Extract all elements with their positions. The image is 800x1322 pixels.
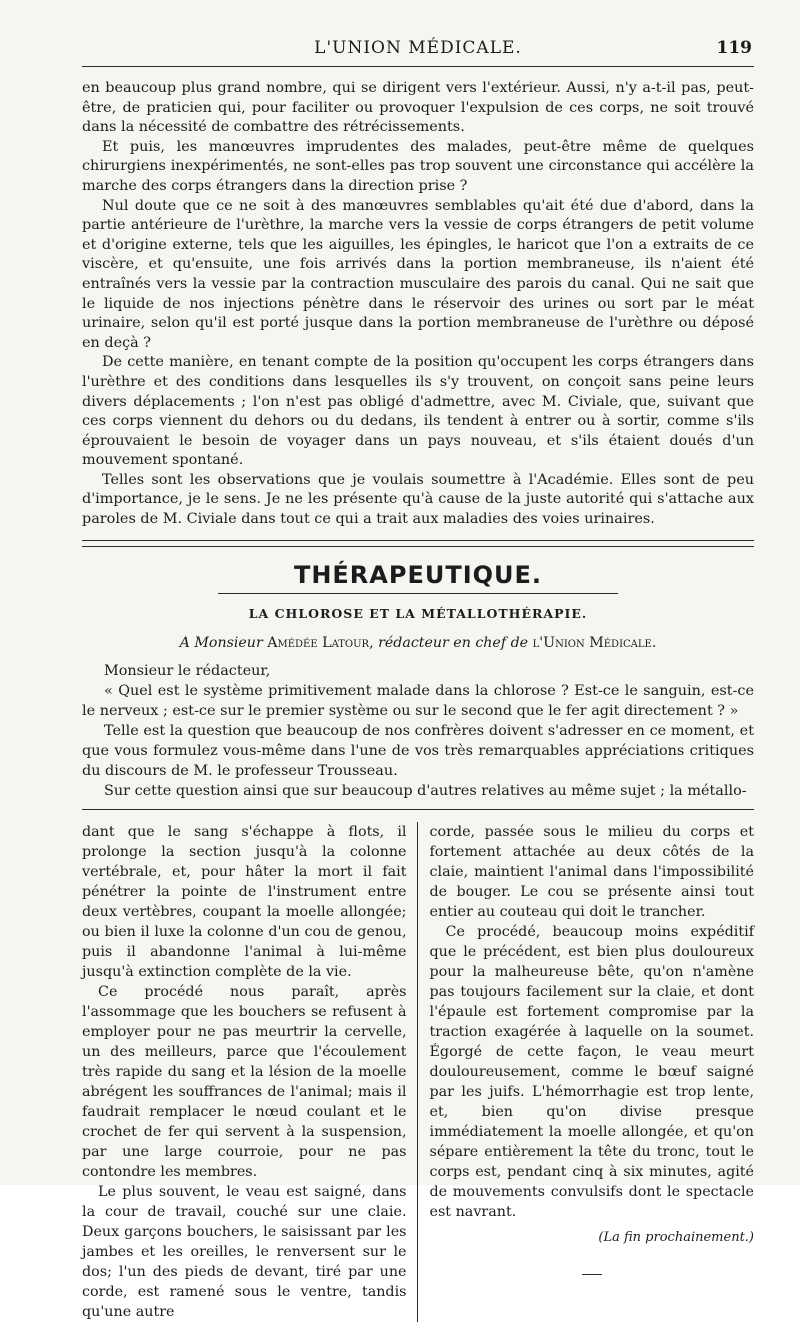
dedication-line bbox=[82, 635, 754, 651]
continuation-note: (La fin prochainement.) bbox=[598, 1229, 754, 1245]
section-divider bbox=[82, 540, 754, 547]
dedication-role: rédacteur en chef de bbox=[378, 634, 529, 651]
salutation: Monsieur le rédacteur, bbox=[104, 662, 271, 679]
paragraph: corde, passée sous le milieu du corps et fortement attachée au deux côtés de la claie, maintient l'animal dans l'impossibilité de bouger. Le cou se présente ainsi tout entier au couteau qui doit le trancher. bbox=[429, 823, 754, 920]
end-rule bbox=[582, 1274, 602, 1275]
paragraph: Telles sont les observations que je voulais soumettre à l'Académie. Elles sont de peu d'importance, je le sens. Je ne les présente qu'à cause de la juste autorité qui s'attache aux paroles de M. Civiale dans tout ce qui a trait aux maladies des voies urinaires. bbox=[82, 471, 754, 528]
feuilleton-columns bbox=[82, 822, 754, 1322]
article-subtitle: LA CHLOROSE ET LA MÉTALLOTHÉRAPIE. bbox=[248, 605, 588, 621]
left-column bbox=[82, 822, 418, 1322]
paragraph: Ce procédé nous paraît, après l'assommage que les bouchers se refusent à employer pour ne pas meurtrir la cervelle, un des meilleurs, parce que l'écoulement très rapide du sang et la lésion de la moelle abrégent les souffrances de l'animal; mais il faudrait remplacer le nœud coulant et le crochet de fer qui servent à la suspension, par une large courroie, pour ne pas contondre les membres. bbox=[82, 983, 407, 1180]
paragraph: De cette manière, en tenant compte de la position qu'occupent les corps étrangers dans l'urèthre et des conditions dans lesquelles ils s'y trouvent, on conçoit sans peine leurs divers déplacements ; l'on n'est pas obligé d'admettre, avec M. Civiale, que, suivant que ces corps viennent du dehors ou du dedans, ils tendent à entrer ou à sortir, comme s'ils éprouvaient le besoin de voyager dans un pays nouveau, et s'ils étaient doués d'un mouvement spontané. bbox=[82, 354, 754, 469]
paragraph: Sur cette question ainsi que sur beaucoup d'autres relatives au même sujet ; la métallo- bbox=[104, 782, 747, 799]
page-number: 119 bbox=[716, 38, 752, 58]
paragraph: Le plus souvent, le veau est saigné, dans la cour de travail, couché sur une claie. Deux garçons bouchers, le saisissant par les jambes et les oreilles, le renversent sur le dos; l'un des pieds de devant, tiré par une corde, est ramené sous le ventre, tandis qu'une autre bbox=[82, 1183, 407, 1320]
dedication-prefix: A Monsieur bbox=[179, 634, 263, 651]
paragraph: en beaucoup plus grand nombre, qui se dirigent vers l'extérieur. Aussi, n'y a-t-il pas, peut-être, de praticien qui, pour faciliter ou provoquer l'expulsion de ces corps, ne soit trouvé dans la nécessité de combattre des rétrécissements. bbox=[82, 80, 754, 136]
paragraph: dant que le sang s'échappe à flots, il prolonge la section jusqu'à la colonne vertébrale, et, pour hâter la mort il fait pénétrer la pointe de l'instrument entre deux vertèbres, coupant la moelle allongée; ou bien il luxe la colonne d'un cou de genou, puis il abandonne l'animal à lui-même jusqu'à extinction complète de la vie. bbox=[82, 823, 407, 980]
section-title: THÉRAPEUTIQUE. bbox=[293, 560, 543, 589]
feuilleton-divider bbox=[82, 809, 754, 810]
title-rule bbox=[218, 593, 618, 594]
paragraph: « Quel est le système primitivement malade dans la chlorose ? Est-ce le sanguin, est-ce le nerveux ; est-ce sur le premier système ou sur le second que le fer agit directement ? » bbox=[82, 682, 754, 719]
paragraph: Telle est la question que beaucoup de nos confrères doivent s'adresser en ce moment, et que vous formulez vous-même dans l'une de vos très remarquables appréciations critiques du discours de M. le professeur Trousseau. bbox=[82, 722, 754, 779]
article-continuation bbox=[82, 79, 754, 530]
running-header bbox=[82, 32, 754, 67]
dedication-name: Amédée Latour, bbox=[267, 634, 374, 651]
letter-body bbox=[82, 661, 754, 801]
right-column bbox=[418, 822, 755, 1322]
journal-title: L'UNION MÉDICALE. bbox=[314, 38, 522, 58]
paragraph: Nul doute que ce ne soit à des manœuvres semblables qu'ait été due d'abord, dans la partie antérieure de l'urèthre, la marche vers la vessie de corps étrangers de petit volume et d'origine externe, tels que les aiguilles, les épingles, le haricot que l'on a extraits de ce viscère, et qu'ensuite, une fois arrivés dans la portion membraneuse, ils n'aient été entraînés vers la vessie par la contraction musculaire des parois du canal. Qui ne sait que le liquide de nos injections pénètre dans le réservoir des urines ou sort par le méat urinaire, selon qu'il est porté jusque dans la portion membraneuse de l'urèthre ou déposé en deçà ? bbox=[82, 197, 754, 351]
paragraph: Ce procédé, beaucoup moins expéditif que le précédent, est bien plus douloureux pour la malheureuse bête, qu'on n'amène pas toujours facilement sur la claie, et dont l'épaule est fortement compromise par la traction exagérée à laquelle on la soumet. Égorgé de cette façon, le veau meurt douloureusement, comme le bœuf saigné par les juifs. L'hémorrhagie est trop lente, et, bien qu'on divise presque immédiatement la moelle allongée, et qu'on sépare entièrement la tête du tronc, tout le corps est, pendant cinq à six minutes, agité de mouvements convulsifs dont le spectacle est navrant. bbox=[429, 923, 754, 1220]
dedication-journal: l'Union Médicale. bbox=[532, 634, 657, 651]
paragraph: Et puis, les manœuvres imprudentes des malades, peut-être même de quelques chirurgiens inexpérimentés, ne sont-elles pas trop souvent une circonstance qui accélère la marche des corps étrangers dans la direction prise ? bbox=[82, 138, 754, 194]
